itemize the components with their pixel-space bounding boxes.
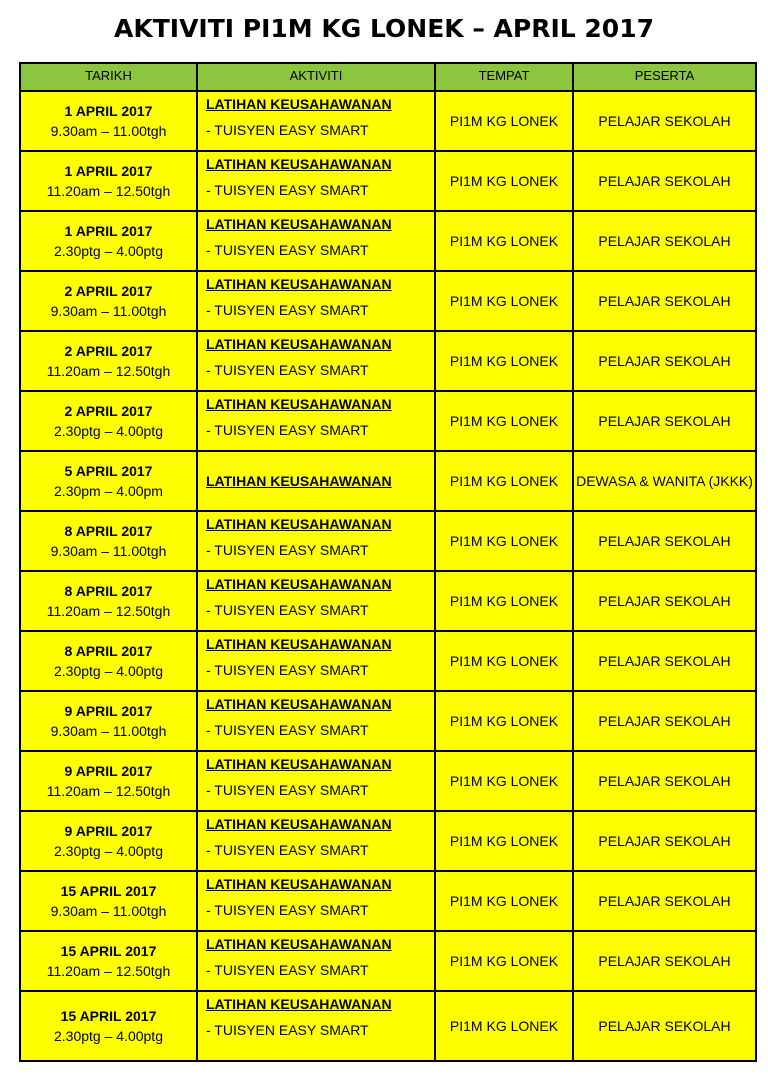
header-tempat: TEMPAT	[435, 63, 573, 91]
place-cell: PI1M KG LONEK	[435, 931, 573, 991]
activity-cell	[197, 691, 435, 751]
activity-title: LATIHAN KEUSAHAWANAN	[206, 936, 392, 952]
participants-cell: DEWASA & WANITA (JKKK)	[573, 451, 756, 511]
activity-title: LATIHAN KEUSAHAWANAN	[206, 876, 392, 892]
activity-cell	[197, 271, 435, 331]
date-text: 2 APRIL 2017	[64, 283, 153, 299]
activity-sub: - TUISYEN EASY SMART	[206, 962, 369, 978]
activity-sub: - TUISYEN EASY SMART	[206, 542, 369, 558]
activity-title: LATIHAN KEUSAHAWANAN	[206, 816, 392, 832]
time-text: 2.30ptg – 4.00ptg	[54, 423, 163, 439]
table-row	[20, 331, 756, 391]
header-aktiviti: AKTIVITI	[197, 63, 435, 91]
date-text: 15 APRIL 2017	[60, 883, 157, 899]
place-cell: PI1M KG LONEK	[435, 571, 573, 631]
date-cell	[20, 151, 197, 211]
table-row	[20, 571, 756, 631]
activity-title: LATIHAN KEUSAHAWANAN	[206, 156, 392, 172]
place-cell: PI1M KG LONEK	[435, 631, 573, 691]
date-cell	[20, 271, 197, 331]
date-cell	[20, 211, 197, 271]
place-cell: PI1M KG LONEK	[435, 211, 573, 271]
participants-cell: PELAJAR SEKOLAH	[573, 991, 756, 1061]
participants-cell: PELAJAR SEKOLAH	[573, 931, 756, 991]
participants-cell: PELAJAR SEKOLAH	[573, 271, 756, 331]
date-text: 8 APRIL 2017	[64, 643, 153, 659]
table-row	[20, 751, 756, 811]
place-cell: PI1M KG LONEK	[435, 991, 573, 1061]
activity-cell	[197, 931, 435, 991]
table-row	[20, 931, 756, 991]
time-text: 2.30ptg – 4.00ptg	[54, 1028, 163, 1044]
participants-cell: PELAJAR SEKOLAH	[573, 511, 756, 571]
time-text: 9.30am – 11.00tgh	[50, 903, 167, 919]
header-peserta: PESERTA	[573, 63, 756, 91]
place-cell: PI1M KG LONEK	[435, 331, 573, 391]
activity-sub: - TUISYEN EASY SMART	[206, 422, 369, 438]
date-cell	[20, 931, 197, 991]
activity-title: LATIHAN KEUSAHAWANAN	[206, 96, 392, 112]
activity-title: LATIHAN KEUSAHAWANAN	[206, 756, 392, 772]
date-text: 1 APRIL 2017	[64, 163, 153, 179]
date-cell	[20, 691, 197, 751]
activity-title: LATIHAN KEUSAHAWANAN	[206, 996, 392, 1012]
activity-sub: - TUISYEN EASY SMART	[206, 602, 369, 618]
date-text: 9 APRIL 2017	[64, 823, 153, 839]
activity-sub: - TUISYEN EASY SMART	[206, 662, 369, 678]
place-cell: PI1M KG LONEK	[435, 271, 573, 331]
activity-title: LATIHAN KEUSAHAWANAN	[206, 516, 392, 532]
activity-sub: - TUISYEN EASY SMART	[206, 902, 369, 918]
activity-title: LATIHAN KEUSAHAWANAN	[206, 216, 392, 232]
activity-sub: - TUISYEN EASY SMART	[206, 302, 369, 318]
date-text: 1 APRIL 2017	[64, 103, 153, 119]
table-row	[20, 151, 756, 211]
table-row	[20, 511, 756, 571]
place-cell: PI1M KG LONEK	[435, 691, 573, 751]
table-row	[20, 871, 756, 931]
time-text: 9.30am – 11.00tgh	[50, 123, 167, 139]
table-row	[20, 91, 756, 151]
activity-sub: - TUISYEN EASY SMART	[206, 842, 369, 858]
participants-cell: PELAJAR SEKOLAH	[573, 91, 756, 151]
activity-cell	[197, 751, 435, 811]
activity-cell	[197, 571, 435, 631]
table-row	[20, 211, 756, 271]
place-cell: PI1M KG LONEK	[435, 91, 573, 151]
table-row	[20, 631, 756, 691]
participants-cell: PELAJAR SEKOLAH	[573, 691, 756, 751]
date-cell	[20, 751, 197, 811]
activity-sub: - TUISYEN EASY SMART	[206, 782, 369, 798]
date-text: 9 APRIL 2017	[64, 703, 153, 719]
date-text: 2 APRIL 2017	[64, 343, 153, 359]
participants-cell: PELAJAR SEKOLAH	[573, 151, 756, 211]
activity-cell	[197, 631, 435, 691]
activity-title: LATIHAN KEUSAHAWANAN	[206, 473, 392, 489]
participants-cell: PELAJAR SEKOLAH	[573, 391, 756, 451]
time-text: 11.20am – 12.50tgh	[46, 183, 171, 199]
table-header-row	[20, 63, 756, 91]
date-text: 8 APRIL 2017	[64, 523, 153, 539]
date-cell	[20, 511, 197, 571]
activity-sub: - TUISYEN EASY SMART	[206, 722, 369, 738]
activity-cell	[197, 871, 435, 931]
time-text: 9.30am – 11.00tgh	[50, 303, 167, 319]
date-text: 5 APRIL 2017	[64, 463, 153, 479]
participants-cell: PELAJAR SEKOLAH	[573, 751, 756, 811]
date-text: 15 APRIL 2017	[60, 943, 157, 959]
time-text: 11.20am – 12.50tgh	[46, 963, 171, 979]
date-cell	[20, 631, 197, 691]
schedule-table	[19, 62, 757, 1062]
date-cell	[20, 331, 197, 391]
date-text: 8 APRIL 2017	[64, 583, 153, 599]
participants-cell: PELAJAR SEKOLAH	[573, 811, 756, 871]
activity-sub: - TUISYEN EASY SMART	[206, 122, 369, 138]
activity-cell	[197, 331, 435, 391]
time-text: 9.30am – 11.00tgh	[50, 723, 167, 739]
participants-cell: PELAJAR SEKOLAH	[573, 631, 756, 691]
participants-cell: PELAJAR SEKOLAH	[573, 871, 756, 931]
table-row	[20, 991, 756, 1061]
header-tarikh: TARIKH	[20, 63, 197, 91]
place-cell: PI1M KG LONEK	[435, 391, 573, 451]
activity-sub: - TUISYEN EASY SMART	[206, 1022, 369, 1038]
time-text: 2.30ptg – 4.00ptg	[54, 243, 163, 259]
place-cell: PI1M KG LONEK	[435, 151, 573, 211]
participants-cell: PELAJAR SEKOLAH	[573, 331, 756, 391]
date-text: 2 APRIL 2017	[64, 403, 153, 419]
place-cell: PI1M KG LONEK	[435, 751, 573, 811]
activity-title: LATIHAN KEUSAHAWANAN	[206, 696, 392, 712]
activity-title: LATIHAN KEUSAHAWANAN	[206, 576, 392, 592]
place-cell: PI1M KG LONEK	[435, 871, 573, 931]
activity-sub: - TUISYEN EASY SMART	[206, 242, 369, 258]
participants-cell: PELAJAR SEKOLAH	[573, 211, 756, 271]
table-row	[20, 391, 756, 451]
time-text: 2.30pm – 4.00pm	[54, 483, 163, 499]
date-cell	[20, 871, 197, 931]
activity-cell	[197, 451, 435, 511]
activity-cell	[197, 511, 435, 571]
activity-title: LATIHAN KEUSAHAWANAN	[206, 276, 392, 292]
activity-title: LATIHAN KEUSAHAWANAN	[206, 636, 392, 652]
activity-title: LATIHAN KEUSAHAWANAN	[206, 336, 392, 352]
date-text: 1 APRIL 2017	[64, 223, 153, 239]
activity-sub: - TUISYEN EASY SMART	[206, 362, 369, 378]
table-row	[20, 811, 756, 871]
activity-cell	[197, 811, 435, 871]
place-cell: PI1M KG LONEK	[435, 811, 573, 871]
activity-sub: - TUISYEN EASY SMART	[206, 182, 369, 198]
activity-cell	[197, 91, 435, 151]
date-cell	[20, 991, 197, 1061]
table-row	[20, 271, 756, 331]
place-cell: PI1M KG LONEK	[435, 511, 573, 571]
time-text: 9.30am – 11.00tgh	[50, 543, 167, 559]
activity-cell	[197, 391, 435, 451]
time-text: 11.20am – 12.50tgh	[46, 363, 171, 379]
time-text: 11.20am – 12.50tgh	[46, 603, 171, 619]
date-text: 15 APRIL 2017	[60, 1008, 157, 1024]
activity-cell	[197, 151, 435, 211]
activity-cell	[197, 991, 435, 1061]
time-text: 2.30ptg – 4.00ptg	[54, 663, 163, 679]
date-cell	[20, 811, 197, 871]
activity-cell	[197, 211, 435, 271]
table-row	[20, 691, 756, 751]
date-cell	[20, 391, 197, 451]
date-cell	[20, 571, 197, 631]
date-text: 9 APRIL 2017	[64, 763, 153, 779]
place-cell: PI1M KG LONEK	[435, 451, 573, 511]
time-text: 11.20am – 12.50tgh	[46, 783, 171, 799]
page-title: AKTIVITI PI1M KG LONEK – APRIL 2017	[114, 14, 654, 43]
table-row	[20, 451, 756, 511]
activity-title: LATIHAN KEUSAHAWANAN	[206, 396, 392, 412]
time-text: 2.30ptg – 4.00ptg	[54, 843, 163, 859]
date-cell	[20, 91, 197, 151]
participants-cell: PELAJAR SEKOLAH	[573, 571, 756, 631]
date-cell	[20, 451, 197, 511]
